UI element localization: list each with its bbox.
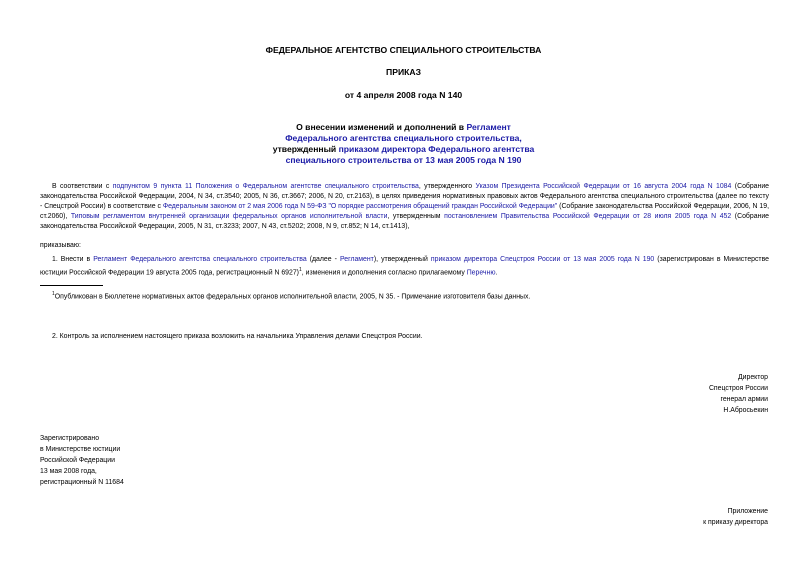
link-polozhenie[interactable]: подпунктом 9 пункта 11 Положения о Федеральном агентстве специального строительства: [112, 183, 419, 190]
agency-heading: ФЕДЕРАЛЬНОЕ АГЕНТСТВО СПЕЦИАЛЬНОГО СТРОИТЕЛЬСТВА: [265, 45, 542, 55]
link-typical-reglament[interactable]: Типовым регламентом внутренней организации федеральных органов исполнительной власти: [70, 213, 388, 220]
title-link-agency[interactable]: Федерального агентства специального строительства,: [285, 133, 522, 143]
doc-type-heading: ПРИКАЗ: [386, 67, 421, 77]
title-text-approved: утвержденный: [272, 144, 339, 154]
orders-word: приказываю:: [40, 242, 81, 249]
link-reglament-short[interactable]: Регламент: [339, 256, 374, 263]
link-order-190[interactable]: приказом директора Спецстроя России от 13 мая 2005 года N 190: [430, 256, 655, 263]
title-link-order[interactable]: приказом директора Федерального агентства: [338, 144, 535, 154]
footnote-divider: [40, 285, 103, 286]
link-ukaz-president[interactable]: Указом Президента Российской Федерации от 16 августа 2004 года N 1084: [475, 183, 732, 190]
title-link-reglament[interactable]: Регламент: [466, 122, 511, 132]
link-reglament-full[interactable]: Регламент Федерального агентства специального строительства: [93, 256, 307, 263]
title-link-order-date[interactable]: специального строительства от 13 мая 2005 года N 190: [285, 155, 522, 165]
link-postanovlenie[interactable]: постановлением Правительства Российской Федерации от 28 июля 2005 года N 452: [444, 213, 732, 220]
item-1-paragraph: 1. Внести в Регламент Федерального агентства специального строительства (далее - Регламент), утвержденный приказом директора Спецстроя России от 13 мая 2005 года N 190 (зарегистрирован в Министерстве юстиции Российской Федерации 19 августа 2005 года, регистрационный N 6927)$^1$, изменения и дополнения согласно прилагаемому Перечню.: [40, 256, 770, 277]
footnote: $^1$Опубликован в Бюллетене нормативных актов федеральных органов исполнительной власти, 2005, N 35. - Примечание изготовителя базы данных.: [52, 291, 531, 301]
title-text: О внесении изменений и дополнений в: [296, 122, 467, 132]
item-2-paragraph: 2. Контроль за исполнением настоящего приказа возложить на начальника Управления делами Спецстроя России.: [52, 333, 423, 340]
link-federal-law[interactable]: Федеральным законом от 2 мая 2006 года N 59-ФЗ "О порядке рассмотрения обращений граждан Российской Федерации": [162, 203, 558, 210]
preamble-paragraph: В соответствии с подпунктом 9 пункта 11 Положения о Федеральном агентстве специального строительства, утвержденного Указом Президента Российской Федерации от 16 августа 2004 года N 1084 (Собрание законодательства Российской Федерации, 2004, N 34, ст.3540; 2005, N 36, ст.3667; 2006, N 20, ст.2163), в целях приведения нормативных правовых актов Федерального агентства специального строительства (далее по тексту - Спецстрой России) в соответствие с Федеральным законом от 2 мая 2006 года N 59-ФЗ "О порядке рассмотрения обращений граждан Российской Федерации" (Собрание законодательства Российской Федерации, 2006, N 19, ст.2060), Типовым регламентом внутренней организации федеральных органов исполнительной власти, утвержденным постановлением Правительства Российской Федерации от 28 июля 2005 года N 452 (Собрание законодательства Российской Федерации, 2005, N 31, ст.3233; 2007, N 43, ст.5202; 2008, N 9, ст.852; N 14, ст.1413),: [40, 183, 770, 230]
doc-date-number: от 4 апреля 2008 года N 140: [344, 90, 463, 100]
link-perechen[interactable]: Перечню: [466, 269, 496, 277]
